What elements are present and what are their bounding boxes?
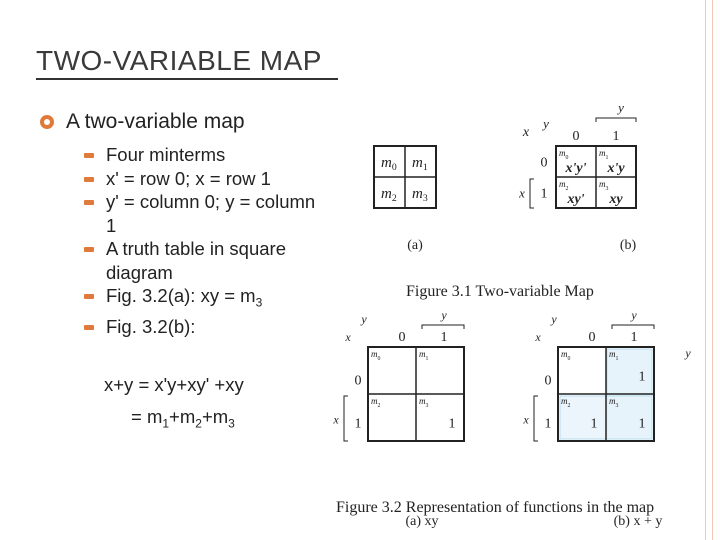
map-32a-value-3: 1 xyxy=(448,416,456,432)
main-bullet-text: A two-variable map xyxy=(66,110,245,133)
sub-bullet-text: Fig. 3.2(a): xy = $m_3$ xyxy=(106,285,263,310)
map-32a-minterm-m1: $m_1$ xyxy=(419,349,429,362)
map-b-cell-term-2: xy' xyxy=(567,192,585,207)
map-32a-x-bracket-label: x xyxy=(333,412,339,427)
figure-3-2-caption: Figure 3.2 Representation of functions in the map xyxy=(336,499,655,516)
map-b-cell-term-0: x'y' xyxy=(565,161,587,176)
map-b-x-bracket xyxy=(530,179,534,208)
map-b-minterm-3: $m_3$ xyxy=(599,179,609,192)
map-b-minterm-0: $m_0$ xyxy=(559,148,569,161)
map-b-y-bracket xyxy=(596,118,636,122)
right-edge-line-outer xyxy=(712,0,713,540)
map-32a-minterm-m3: $m_3$ xyxy=(419,396,429,409)
map-b-x-bracket-label: x xyxy=(519,185,525,201)
figure-3-1-caption: Figure 3.1 Two-variable Map xyxy=(406,283,594,300)
sub-bullet-x-rows xyxy=(84,167,324,191)
sub-bullet-text: Fig. 3.2(b): xyxy=(106,316,196,338)
sub-bullet-text: x' = row 0; x = row 1 xyxy=(106,167,271,189)
map-32b-label: (b) x + y xyxy=(613,514,663,529)
sub-bullet-y-columns xyxy=(84,190,324,237)
map-b-minterm-1: $m_1$ xyxy=(599,148,609,161)
sub-bullet-four-minterms xyxy=(84,143,324,167)
map-32b-value-1: 1 xyxy=(638,369,646,385)
map-32a-y-var: y xyxy=(361,312,367,326)
map-32a-y-bracket-label: y xyxy=(441,308,447,322)
map-32b-value-3: 1 xyxy=(638,416,646,432)
map-32b-y-bracket-label: y xyxy=(631,308,637,322)
map-b-x-var: x xyxy=(522,125,530,140)
map-32a-row-1: 1 xyxy=(354,416,362,432)
map-b-label: (b) xyxy=(619,238,637,253)
map-b-diagonal xyxy=(526,122,556,146)
map-32b-minterm-m1: $m_1$ xyxy=(609,349,619,362)
map-32b-minterm-m3: $m_3$ xyxy=(609,396,619,409)
map-a-label: (a) xyxy=(407,238,423,253)
map-32b-x-bracket xyxy=(534,396,538,441)
map-b-col-1: 1 xyxy=(612,129,620,144)
map-a-cell-m0: $m_0$ xyxy=(381,155,397,173)
map-32b-row-1: 1 xyxy=(544,416,552,432)
map-32a-col-0: 0 xyxy=(398,330,406,345)
map-32b-minterm-m0: $m_0$ xyxy=(561,349,571,362)
main-bullet xyxy=(40,110,245,134)
map-b-minterm-2: $m_2$ xyxy=(559,179,569,192)
title-underline xyxy=(36,78,338,80)
map-32b-right-y-var: y xyxy=(685,346,691,360)
map-a-cell-m3: $m_3$ xyxy=(412,186,428,204)
map-32b-value-2: 1 xyxy=(590,416,598,432)
map-b-y-var: y xyxy=(543,116,549,131)
map-b-row-0: 0 xyxy=(540,155,548,171)
right-edge-line-inner xyxy=(705,0,706,540)
map-32a-col-1: 1 xyxy=(440,330,448,345)
map-32b-y-var: y xyxy=(551,312,557,326)
map-b-col-0: 0 xyxy=(572,129,580,144)
gear-bullet-icon xyxy=(40,115,54,129)
map-32b-x-var: x xyxy=(535,330,541,344)
map-32a-y-bracket xyxy=(422,325,464,329)
slide-title: TWO-VARIABLE MAP xyxy=(36,45,322,76)
map-b-cell-term-1: x'y xyxy=(607,161,625,176)
sub-bullet-list xyxy=(84,143,324,339)
map-32a-minterm-m0: $m_0$ xyxy=(371,349,381,362)
map-32b-row-0: 0 xyxy=(544,373,552,389)
map-a-cell-m1: $m_1$ xyxy=(412,155,428,173)
map-a-cell-m2: $m_2$ xyxy=(381,186,397,204)
sub-bullet-fig-a xyxy=(84,284,324,315)
map-32a-x-var: x xyxy=(345,330,351,344)
sub-bullet-text: y' = column 0; y = column 1 xyxy=(106,191,316,236)
map-32b-y-bracket xyxy=(612,325,654,329)
figure-3-1 xyxy=(368,100,668,275)
map-32b-col-1: 1 xyxy=(630,330,638,345)
sub-bullet-truth-table xyxy=(84,237,324,284)
map-32b-minterm-m2: $m_2$ xyxy=(561,396,571,409)
sub-bullet-fig-b xyxy=(84,315,324,339)
map-b-row-1: 1 xyxy=(540,186,548,202)
map-b-y-bracket-label: y xyxy=(618,100,624,115)
map-b-cell-term-3: xy xyxy=(609,192,623,207)
equation-line-1: x+y = x'y+xy' +xy xyxy=(104,374,244,395)
figure-3-1-maps xyxy=(368,100,668,275)
map-32a-label: (a) xy xyxy=(405,514,439,529)
map-32a-x-bracket xyxy=(344,396,348,441)
map-32b-col-0: 0 xyxy=(588,330,596,345)
map-32b-x-bracket-label: x xyxy=(523,412,529,427)
equation-line-2: = $m_1+m_2+m_3$ xyxy=(131,406,235,431)
sub-bullet-text: A truth table in square diagram xyxy=(106,238,286,283)
sub-bullet-text: Four minterms xyxy=(106,144,226,165)
map-32a-minterm-m2: $m_2$ xyxy=(371,396,381,409)
map-32a-row-0: 0 xyxy=(354,373,362,389)
